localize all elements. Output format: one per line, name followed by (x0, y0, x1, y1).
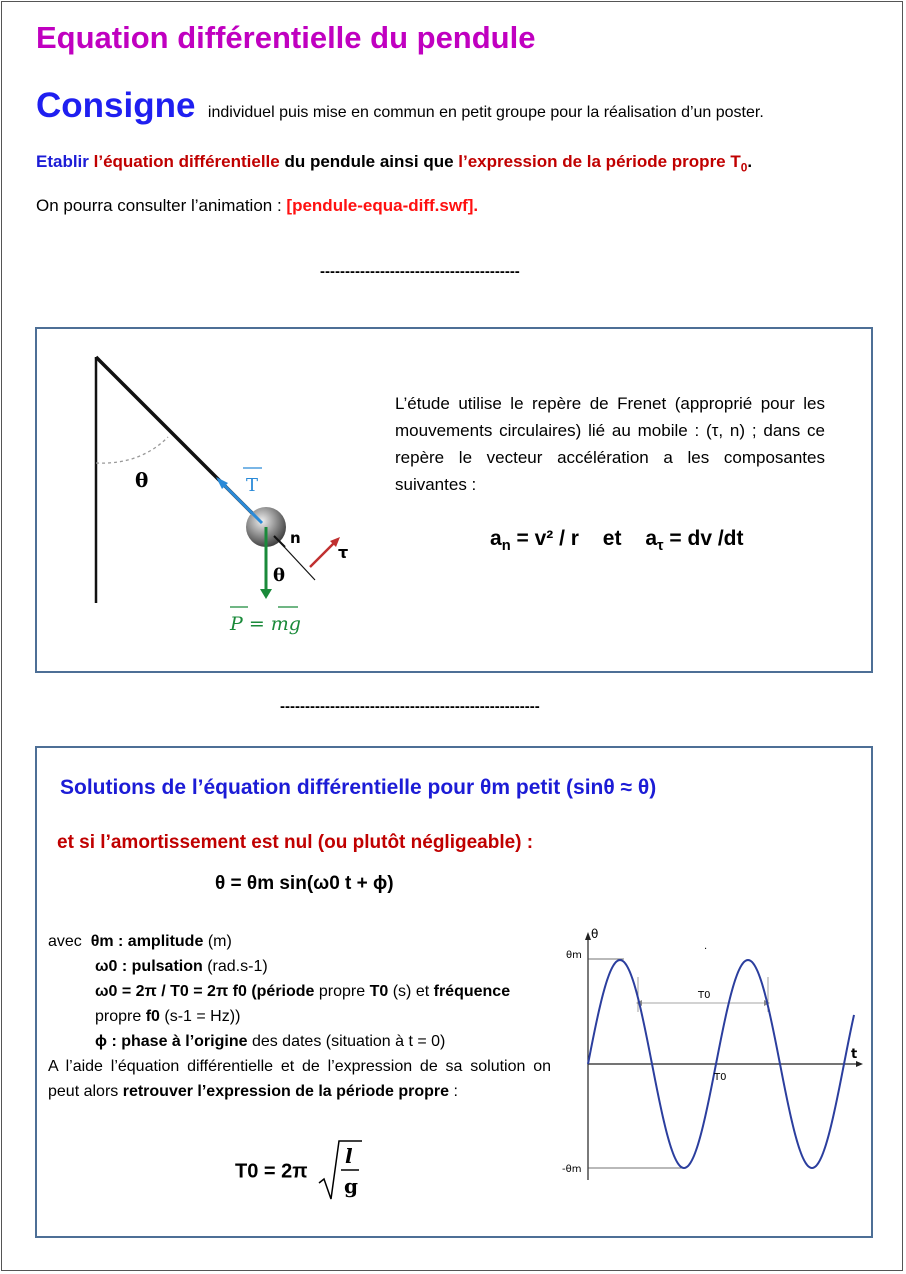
sqrt-numerator: l (345, 1144, 353, 1168)
frenet-paragraph: L’étude utilise le repère de Frenet (approprié pour les mouvements circulaires) lié au mobile : (τ, n) ; dans ce repère le vecteur accélération a les composantes suivantes : (395, 394, 825, 494)
consigne-text: individuel puis mise en commun en petit groupe pour la réalisation d’un poster. (207, 104, 764, 121)
def-amplitude: avec θm : amplitude (m) (48, 933, 232, 950)
sinusoid-graph (560, 922, 870, 1184)
definitions (48, 929, 551, 1104)
sqrt-denominator: g (344, 1174, 359, 1198)
task-part2: l’équation différentielle (93, 152, 280, 171)
animation-line (36, 196, 478, 216)
sqrt-symbol (317, 1137, 363, 1207)
animation-text: On pourra consulter l’animation : (36, 196, 282, 215)
graph-y-label: θ (591, 927, 599, 941)
graph-t0-top: T0 (698, 990, 711, 1001)
graph-neg-theta-m: -θm (562, 1164, 582, 1175)
def-relation: ω0 = 2π / T0 = 2π f0 (période propre T0 (s) et fréquence (95, 983, 511, 1000)
theta-angle-label: θ (135, 468, 149, 492)
conclusion: A l’aide l’équation différentielle et de l’expression de sa solution on peut alors retrouver l’expression de la période propre : (48, 1058, 551, 1100)
graph-x-label: t (851, 1047, 858, 1062)
animation-link[interactable]: [pendule-equa-diff.swf]. (286, 196, 479, 215)
separator-2: ---------------------------------------------------- (280, 698, 540, 715)
task-part5: . (747, 152, 753, 171)
tau-label: τ (338, 543, 349, 562)
weight-label: P = mg (230, 613, 301, 635)
task-line (36, 152, 752, 174)
task-part4: l’expression de la période propre $T_0$ (458, 152, 748, 175)
task-part1: Etablir (36, 152, 89, 171)
consigne-row (36, 86, 764, 126)
acceleration-formula: $a_n = v^2 / r$ et $a_\tau$ = dv /dt (490, 527, 744, 555)
def-frequence: propre f0 (s-1 = Hz)) (95, 1008, 241, 1025)
graph-theta-m: θm (566, 950, 582, 961)
tension-label: T (246, 475, 259, 496)
page-title: Equation différentielle du pendule (36, 20, 536, 55)
pendulum-figure (80, 345, 380, 645)
separator-1: ---------------------------------------- (320, 263, 520, 280)
def-phase: ϕ : phase à l’origine des dates (situation à t = 0) (95, 1033, 446, 1050)
n-label: n (290, 529, 301, 547)
graph-t0-axis: T0 (714, 1072, 727, 1083)
solutions-subtitle: et si l’amortissement est nul (ou plutôt négligeable) : (57, 832, 534, 853)
period-formula-lhs: T0 = 2π (235, 1160, 308, 1183)
period-formula (235, 1137, 363, 1207)
theta-angle-label-2: θ (273, 565, 286, 586)
graph-dot: · (704, 944, 708, 955)
def-pulsation: ω0 : pulsation (rad.s-1) (95, 958, 268, 975)
solutions-title: Solutions de l’équation différentielle pour θm petit (sinθ ≈ θ) (60, 776, 657, 799)
task-part3: du pendule ainsi que (284, 152, 454, 171)
solution-formula: θ = θm sin(ω0 t + ϕ) (215, 873, 394, 894)
consigne-label: Consigne (36, 86, 196, 125)
